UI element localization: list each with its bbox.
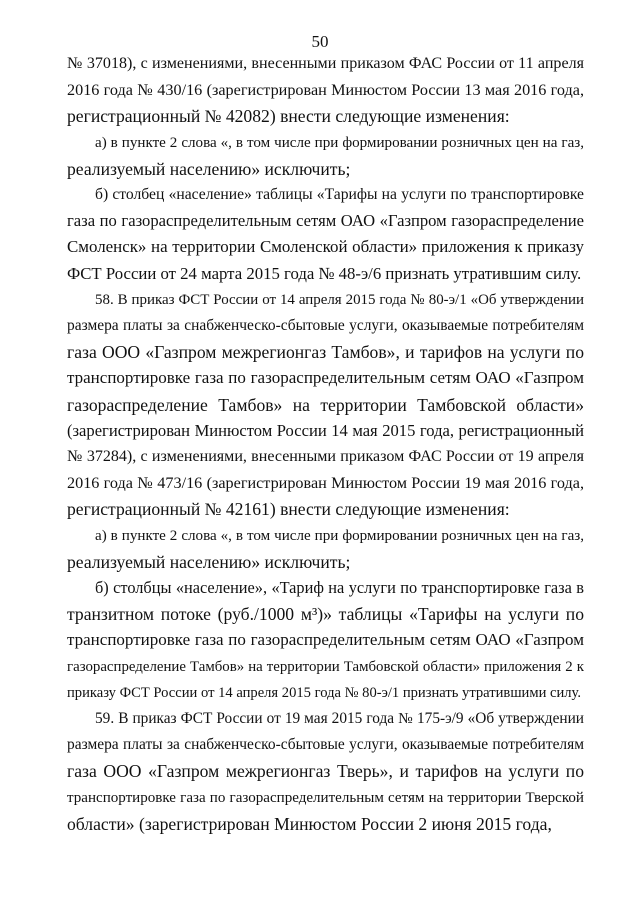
text-line: а) в пункте 2 слова «, в том числе при формировании розничных цен на газ,: [95, 527, 584, 544]
text-line: б) столбцы «население», «Тариф на услуги по транспортировке газа в: [95, 578, 584, 598]
text-line: регистрационный № 42161) внести следующие изменения:: [67, 499, 510, 520]
text-line: б) столбец «население» таблицы «Тарифы на услуги по транспортировке: [95, 186, 584, 204]
text-line: реализуемый населению» исключить;: [67, 158, 351, 179]
text-line: ФСТ России от 24 марта 2015 года № 48-э/6 признать утратившим силу.: [67, 263, 582, 283]
paragraph: [67, 706, 584, 837]
text-line: приказу ФСТ России от 14 апреля 2015 года № 80-э/1 признать утратившими силу.: [67, 684, 582, 701]
text-line: газораспределение Тамбов» на территории Тамбовской области» приложения 2 к: [67, 658, 584, 675]
page-number: 50: [311, 32, 329, 51]
document-body: [67, 51, 584, 837]
text-line: 58. В приказ ФСТ России от 14 апреля 2015 года № 80-э/1 «Об утверждении: [95, 291, 584, 308]
text-line: размера платы за снабженческо-сбытовые услуги, оказываемые потребителям: [67, 736, 584, 754]
text-line: № 37018), с изменениями, внесенными приказом ФАС России от 11 апреля: [67, 55, 584, 72]
text-line: 2016 года № 473/16 (зарегистрирован Минюстом России 19 мая 2016 года,: [67, 474, 584, 493]
text-line: газа ООО «Газпром межрегионгаз Тверь», и тарифов на услуги по: [67, 761, 584, 782]
paragraph: [67, 575, 584, 706]
text-line: транспортировке газа по газораспределительным сетям ОАО «Газпром: [67, 368, 584, 388]
text-line: размера платы за снабженческо-сбытовые услуги, оказываемые потребителям: [67, 317, 584, 335]
paragraph: [67, 130, 584, 182]
text-line: области» (зарегистрирован Минюстом России 2 июня 2015 года,: [67, 813, 552, 834]
paragraph: [67, 182, 584, 287]
paragraph: [67, 51, 584, 130]
text-line: транспортировке газа по газораспределительным сетям на территории Тверской: [67, 789, 584, 806]
text-line: а) в пункте 2 слова «, в том числе при формировании розничных цен на газ,: [95, 134, 584, 151]
text-line: (зарегистрирован Минюстом России 14 мая 2015 года, регистрационный: [67, 420, 584, 440]
text-line: Смоленск» на территории Смоленской области» приложения к приказу: [67, 237, 584, 257]
text-line: газа ООО «Газпром межрегионгаз Тамбов», и тарифов на услуги по: [67, 342, 584, 363]
paragraph: [67, 523, 584, 575]
text-line: газораспределение Тамбов» на территории Тамбовской области»: [67, 394, 584, 415]
text-line: газа по газораспределительным сетям ОАО «Газпром газораспределение: [67, 211, 584, 231]
text-line: реализуемый населению» исключить;: [67, 551, 351, 572]
text-line: транзитном потоке (руб./1000 м³)» таблицы «Тарифы на услуги по: [67, 604, 584, 625]
paragraph: [67, 287, 584, 523]
text-line: 59. В приказ ФСТ России от 19 мая 2015 года № 175-э/9 «Об утверждении: [95, 710, 584, 728]
text-line: регистрационный № 42082) внести следующие изменения:: [67, 106, 510, 127]
text-line: № 37284), с изменениями, внесенными приказом ФАС России от 19 апреля: [67, 448, 584, 466]
text-line: 2016 года № 430/16 (зарегистрирован Минюстом России 13 мая 2016 года,: [67, 81, 584, 100]
text-line: транспортировке газа по газораспределительным сетям ОАО «Газпром: [67, 630, 584, 650]
